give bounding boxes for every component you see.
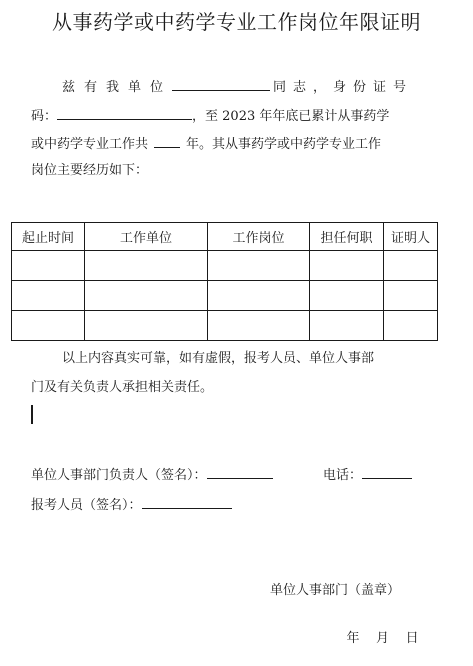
name-blank[interactable] — [172, 77, 270, 91]
years-blank[interactable] — [154, 134, 180, 148]
intro-text-1a: 兹有我单位 — [62, 80, 173, 95]
intro-text-2b: ，至 2023 年年底已累计从事药学 — [192, 109, 390, 124]
applicant-signature-line — [31, 495, 232, 515]
declaration-text-2: 门及有关负责人承担相关责任。 — [31, 380, 214, 395]
header-period: 起止时间 — [12, 223, 85, 251]
phone-label: 电话： — [323, 468, 363, 483]
id-number-blank[interactable] — [57, 106, 192, 120]
table-cell[interactable] — [384, 281, 438, 311]
text-cursor — [31, 405, 33, 424]
intro-text-2a: 码： — [31, 109, 58, 124]
table-cell[interactable] — [384, 311, 438, 341]
table-cell[interactable] — [12, 281, 85, 311]
date-label: 年 月 日 — [346, 631, 419, 646]
table-cell[interactable] — [310, 281, 384, 311]
table-cell[interactable] — [208, 251, 310, 281]
table-cell[interactable] — [310, 251, 384, 281]
applicant-label: 报考人员（签名）： — [31, 498, 142, 513]
seal-label: 单位人事部门（盖章） — [270, 583, 401, 598]
seal-line — [270, 582, 400, 600]
intro-text-3a: 或中药学专业工作共 — [31, 137, 149, 152]
table-cell[interactable] — [208, 281, 310, 311]
table-row — [12, 251, 438, 281]
declaration-text-1: 以上内容真实可靠，如有虚假，报考人员、单位人事部 — [62, 351, 375, 366]
table-row — [12, 311, 438, 341]
hr-head-label: 单位人事部门负责人（签名）： — [31, 468, 207, 483]
header-position: 工作岗位 — [208, 223, 310, 251]
intro-text-1b: 同志，身份证号 — [273, 80, 414, 95]
header-title: 担任何职 — [310, 223, 384, 251]
header-witness: 证明人 — [384, 223, 438, 251]
table-row — [12, 281, 438, 311]
declaration-line-1 — [62, 350, 374, 368]
phone-line — [323, 465, 412, 485]
phone-blank[interactable] — [362, 465, 412, 479]
intro-line-4 — [31, 162, 148, 180]
applicant-signature-blank[interactable] — [142, 495, 232, 509]
intro-text-4: 岗位主要经历如下： — [31, 163, 149, 178]
hr-head-signature-blank[interactable] — [207, 465, 273, 479]
table-cell[interactable] — [85, 281, 208, 311]
intro-text-3b: 年。其从事药学或中药学专业工作 — [186, 137, 382, 152]
table-header-row — [12, 223, 438, 251]
declaration-line-2 — [31, 379, 213, 397]
table-cell[interactable] — [85, 251, 208, 281]
table-cell[interactable] — [12, 311, 85, 341]
table-cell[interactable] — [310, 311, 384, 341]
intro-line-2 — [31, 106, 389, 126]
table-cell[interactable] — [12, 251, 85, 281]
table-cell[interactable] — [384, 251, 438, 281]
document-title: 从事药学或中药学专业工作岗位年限证明 — [52, 10, 421, 34]
table-cell[interactable] — [208, 311, 310, 341]
intro-line-1 — [62, 77, 413, 97]
date-line — [330, 612, 419, 666]
intro-line-3 — [31, 134, 381, 154]
work-experience-table — [11, 222, 438, 341]
hr-head-signature-line — [31, 465, 273, 485]
header-employer: 工作单位 — [85, 223, 208, 251]
table-cell[interactable] — [85, 311, 208, 341]
